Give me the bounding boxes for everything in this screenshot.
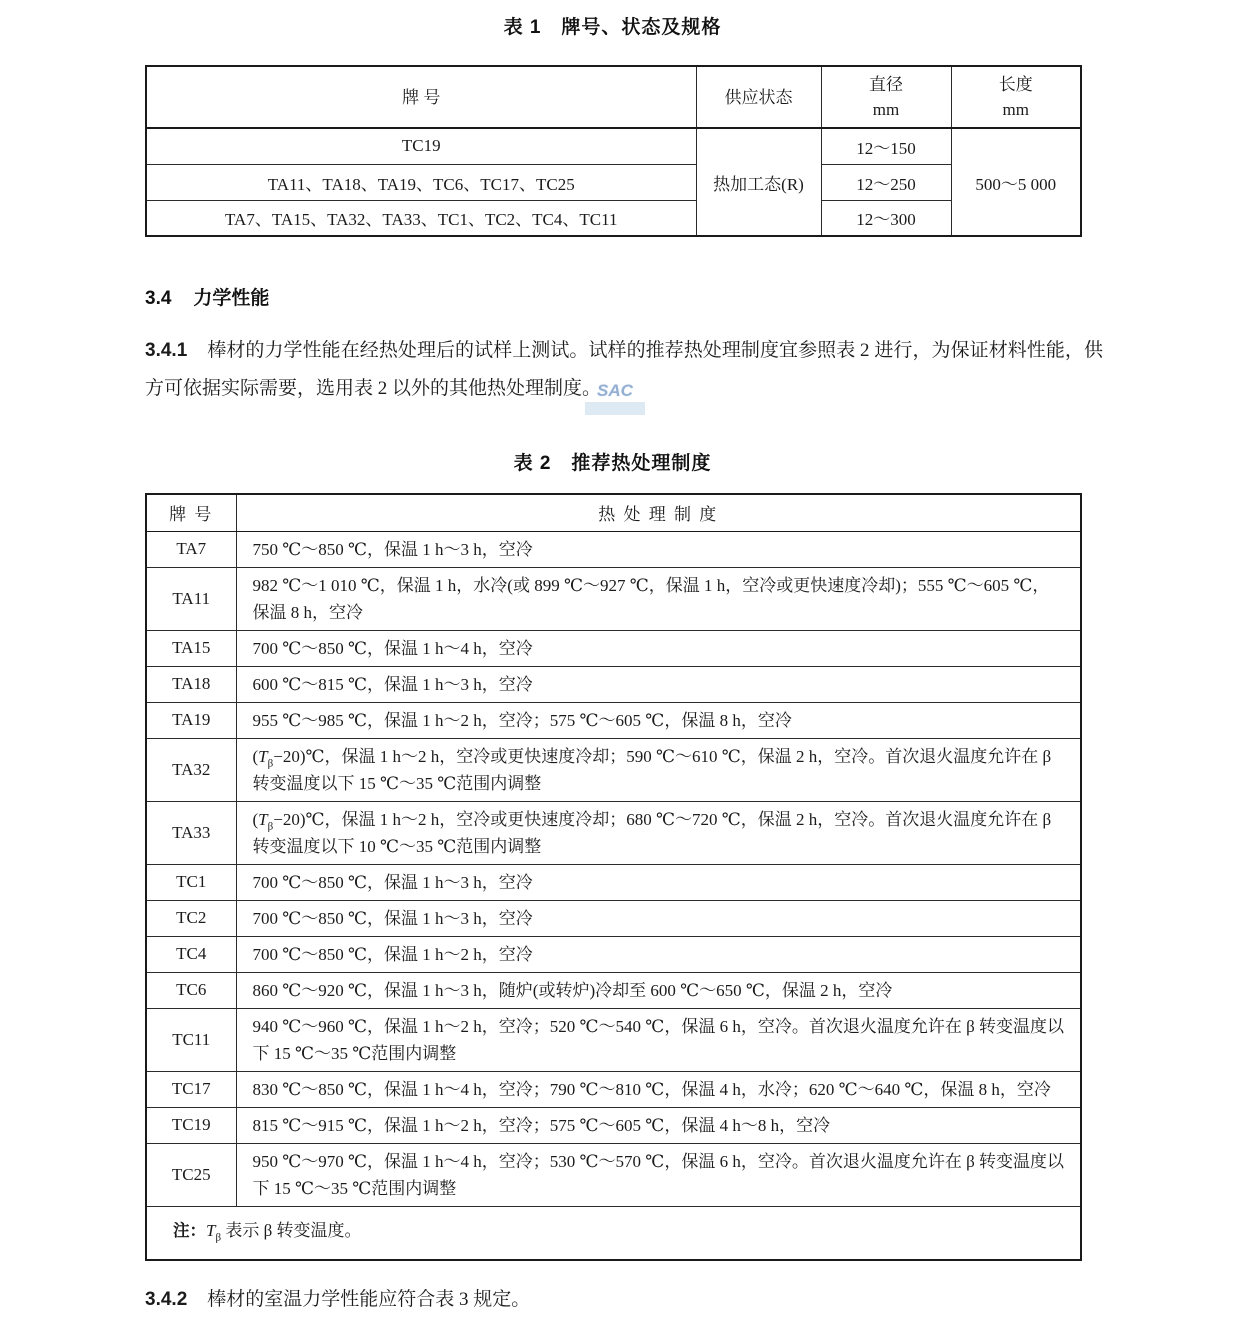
paragraph-text: 棒材的力学性能在经热处理后的试样上测试。试样的推荐热处理制度宜参照表 2 进行，为保证材料性能，供方可依据实际需要，选用表 2 以外的其他热处理制度。 xyxy=(145,340,1103,399)
grade-list-cell: TA7、TA15、TA32、TA33、TC1、TC2、TC4、TC11 xyxy=(146,200,696,236)
clause-heading-3-4 xyxy=(145,283,1105,310)
table2-row xyxy=(146,531,1081,567)
paragraph-3-4-2 xyxy=(145,1281,1103,1319)
regime-cell: 940 ℃～960 ℃，保温 1 h～2 h，空冷；520 ℃～540 ℃，保温 6 h，空冷。首次退火温度允许在 β 转变温度以下 15 ℃～35 ℃范围内调整 xyxy=(236,1008,1081,1071)
grade-list-cell: TC19 xyxy=(146,128,696,164)
table2-row xyxy=(146,702,1081,738)
paragraph-3-4-1 xyxy=(145,332,1103,408)
table1-title: 表 1 牌号、状态及规格 xyxy=(503,17,722,38)
grade-cell: TC19 xyxy=(146,1107,236,1143)
table2-header-row xyxy=(146,494,1081,531)
diameter-label: 直径 xyxy=(869,75,903,94)
grade-cell: TC11 xyxy=(146,1008,236,1071)
table2-row xyxy=(146,1107,1081,1143)
regime-cell: $(T_\beta-20)℃$，保温 1 h～2 h，空冷或更快速度冷却；680 ℃～720 ℃，保温 2 h，空冷。首次退火温度允许在 β 转变温度以下 10 ℃～35 ℃范围内调整 xyxy=(236,801,1081,864)
table1-header-supply-state: 供应状态 xyxy=(696,66,821,128)
watermark-text: SAC xyxy=(597,381,633,400)
table2-row xyxy=(146,1008,1081,1071)
regime-cell: 860 ℃～920 ℃，保温 1 h～3 h，随炉(或转炉)冷却至 600 ℃～650 ℃，保温 2 h，空冷 xyxy=(236,972,1081,1008)
table1-row xyxy=(146,128,1081,164)
clause-number: 3.4.1 xyxy=(145,340,188,361)
regime-cell: 830 ℃～850 ℃，保温 1 h～4 h，空冷；790 ℃～810 ℃，保温 4 h，水冷；620 ℃～640 ℃，保温 8 h，空冷 xyxy=(236,1071,1081,1107)
length-label: 长度 xyxy=(998,75,1033,94)
grade-cell: TC6 xyxy=(146,972,236,1008)
table1-header-row xyxy=(146,66,1081,128)
table2-row xyxy=(146,1071,1081,1107)
grade-cell: TC2 xyxy=(146,900,236,936)
clause-number: 3.4.2 xyxy=(145,1288,188,1310)
table2-row xyxy=(146,738,1081,801)
regime-cell: 982 ℃～1 010 ℃，保温 1 h，水冷(或 899 ℃～927 ℃，保温 1 h，空冷或更快速度冷却)；555 ℃～605 ℃，保温 8 h，空冷 xyxy=(236,567,1081,630)
diameter-cell: 12～250 xyxy=(821,164,951,200)
clause-number: 3.4 xyxy=(145,288,172,309)
table2-row xyxy=(146,972,1081,1008)
table1-header-length xyxy=(951,66,1081,128)
grade-cell: TC17 xyxy=(146,1071,236,1107)
regime-cell: 700 ℃～850 ℃，保温 1 h～3 h，空冷 xyxy=(236,900,1081,936)
table1-header-diameter xyxy=(821,66,951,128)
regime-cell: $(T_\beta-20)℃$，保温 1 h～2 h，空冷或更快速度冷却；590 ℃～610 ℃，保温 2 h，空冷。首次退火温度允许在 β 转变温度以下 15 ℃～35 ℃范围内调整 xyxy=(236,738,1081,801)
note-label: 注： xyxy=(173,1221,206,1240)
grade-cell: TA18 xyxy=(146,666,236,702)
grade-cell: TC25 xyxy=(146,1143,236,1206)
table2-header-regime: 热 处 理 制 度 xyxy=(236,494,1081,531)
table2-row xyxy=(146,1143,1081,1206)
document-content xyxy=(145,12,1105,1319)
regime-cell: 950 ℃～970 ℃，保温 1 h～4 h，空冷；530 ℃～570 ℃，保温 6 h，空冷。首次退火温度允许在 β 转变温度以下 15 ℃～35 ℃范围内调整 xyxy=(236,1143,1081,1206)
length-unit: mm xyxy=(1002,100,1029,119)
grade-cell: TA19 xyxy=(146,702,236,738)
grade-cell: TA11 xyxy=(146,567,236,630)
table2-row xyxy=(146,801,1081,864)
note-text: $T_\beta$ 表示 β 转变温度。 xyxy=(206,1220,362,1243)
diameter-unit: mm xyxy=(872,100,900,119)
table1-grades-states-specs xyxy=(145,65,1082,237)
grade-cell: TC4 xyxy=(146,936,236,972)
regime-cell: 700 ℃～850 ℃，保温 1 h～2 h，空冷 xyxy=(236,936,1081,972)
regime-cell: 700 ℃～850 ℃，保温 1 h～3 h，空冷 xyxy=(236,864,1081,900)
table2-body xyxy=(146,531,1081,1206)
clause-title: 力学性能 xyxy=(193,288,270,309)
grade-cell: TA7 xyxy=(146,531,236,567)
regime-cell: 700 ℃～850 ℃，保温 1 h～4 h，空冷 xyxy=(236,630,1081,666)
table1-row xyxy=(146,164,1081,200)
table1-header-grade: 牌 号 xyxy=(146,66,696,128)
table2-row xyxy=(146,936,1081,972)
table2-header-grade: 牌 号 xyxy=(146,494,236,531)
grade-cell: TA33 xyxy=(146,801,236,864)
grade-cell: TA15 xyxy=(146,630,236,666)
regime-cell: 600 ℃～815 ℃，保温 1 h～3 h，空冷 xyxy=(236,666,1081,702)
table2-row xyxy=(146,900,1081,936)
supply-state-cell: 热加工态(R) xyxy=(696,128,821,236)
grade-cell: TC1 xyxy=(146,864,236,900)
table1-row xyxy=(146,200,1081,236)
diameter-cell: 12～150 xyxy=(821,128,951,164)
table2-heat-treatment xyxy=(145,493,1082,1261)
table2-title: 表 2 推荐热处理制度 xyxy=(513,453,712,474)
table2-row xyxy=(146,666,1081,702)
table2-row xyxy=(146,630,1081,666)
regime-cell: 750 ℃～850 ℃，保温 1 h～3 h，空冷 xyxy=(236,531,1081,567)
paragraph-text: 棒材的室温力学性能应符合表 3 规定。 xyxy=(207,1288,531,1310)
table2-note-cell xyxy=(146,1206,1081,1260)
regime-cell: 815 ℃～915 ℃，保温 1 h～2 h，空冷；575 ℃～605 ℃，保温 4 h～8 h，空冷 xyxy=(236,1107,1081,1143)
table2-row xyxy=(146,864,1081,900)
length-cell: 500～5 000 xyxy=(951,128,1081,236)
table2-row xyxy=(146,567,1081,630)
diameter-cell: 12～300 xyxy=(821,200,951,236)
table2-note-row xyxy=(146,1206,1081,1260)
regime-cell: 955 ℃～985 ℃，保温 1 h～2 h，空冷；575 ℃～605 ℃，保温 8 h，空冷 xyxy=(236,702,1081,738)
grade-cell: TA32 xyxy=(146,738,236,801)
grade-list-cell: TA11、TA18、TA19、TC6、TC17、TC25 xyxy=(146,164,696,200)
